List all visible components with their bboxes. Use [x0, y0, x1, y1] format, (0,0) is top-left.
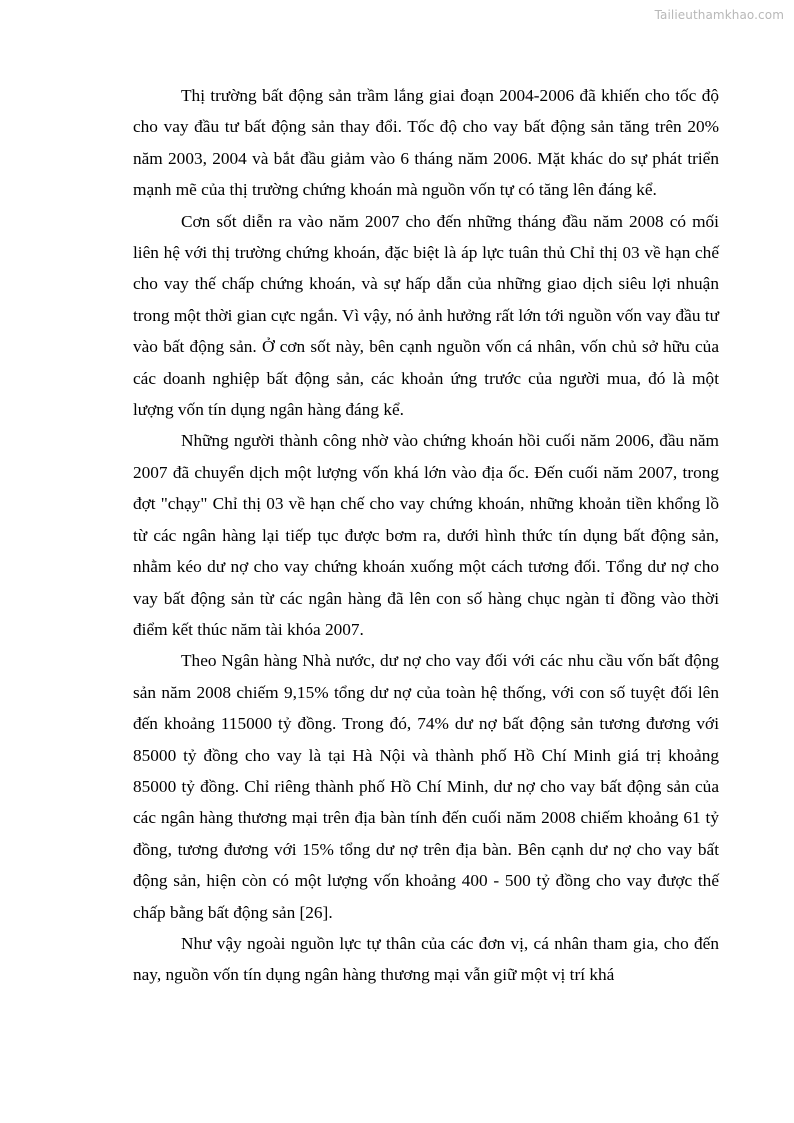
paragraph-5: Như vậy ngoài nguồn lực tự thân của các đơn vị, cá nhân tham gia, cho đến nay, nguồn vốn tín dụng ngân hàng thương mại vẫn giữ một vị trí khá: [133, 933, 719, 985]
paragraph-4: Theo Ngân hàng Nhà nước, dư nợ cho vay đối với các nhu cầu vốn bất động sản năm 2008 chiếm 9,15% tổng dư nợ của toàn hệ thống, với con số tuyệt đối lên đến khoảng 115000 tỷ đồng. Trong đó, 74% dư nợ bất động sản tương đương với 85000 tỷ đồng cho vay là tại Hà Nội và thành phố Hồ Chí Minh giá trị khoảng 85000 tỷ đồng. Chỉ riêng thành phố Hồ Chí Minh, dư nợ cho vay bất động sản của các ngân hàng thương mại trên địa bàn tính đến cuối năm 2008 chiếm khoảng 61 tỷ đồng, tương đương với 15% tổng dư nợ trên địa bàn. Bên cạnh dư nợ cho vay bất động sản, hiện còn có một lượng vốn khoảng 400 - 500 tỷ đồng cho vay được thế chấp bằng bất động sản [26].: [133, 651, 719, 922]
paragraph-2: Cơn sốt diễn ra vào năm 2007 cho đến những tháng đầu năm 2008 có mối liên hệ với thị trường chứng khoán, đặc biệt là áp lực tuân thủ Chỉ thị 03 về hạn chế cho vay thế chấp chứng khoán, và sự hấp dẫn của những giao dịch siêu lợi nhuận trong một thời gian cực ngắn. Vì vậy, nó ảnh hưởng rất lớn tới nguồn vốn vay đầu tư vào bất động sản. Ở cơn sốt này, bên cạnh nguồn vốn cá nhân, vốn chủ sở hữu của các doanh nghiệp bất động sản, các khoản ứng trước của người mua, đó là một lượng vốn tín dụng ngân hàng đáng kể.: [133, 211, 719, 420]
document-body: [133, 80, 719, 991]
paragraph-1: Thị trường bất động sản trầm lắng giai đoạn 2004-2006 đã khiến cho tốc độ cho vay đầu tư bất động sản thay đổi. Tốc độ cho vay bất động sản tăng trên 20% năm 2003, 2004 và bắt đầu giảm vào 6 tháng năm 2006. Mặt khác do sự phát triển mạnh mẽ của thị trường chứng khoán mà nguồn vốn tự có tăng lên đáng kể.: [133, 86, 719, 200]
paragraph-3: Những người thành công nhờ vào chứng khoán hồi cuối năm 2006, đầu năm 2007 đã chuyển dịch một lượng vốn khá lớn vào địa ốc. Đến cuối năm 2007, trong đợt "chạy" Chỉ thị 03 về hạn chế cho vay chứng khoán, những khoản tiền khổng lồ từ các ngân hàng lại tiếp tục được bơm ra, dưới hình thức tín dụng bất động sản, nhằm kéo dư nợ cho vay chứng khoán xuống một cách tương đối. Tổng dư nợ cho vay bất động sản từ các ngân hàng đã lên con số hàng chục ngàn tỉ đồng vào thời điểm kết thúc năm tài khóa 2007.: [133, 431, 719, 639]
watermark: Tailieuthamkhao.com: [654, 8, 784, 22]
